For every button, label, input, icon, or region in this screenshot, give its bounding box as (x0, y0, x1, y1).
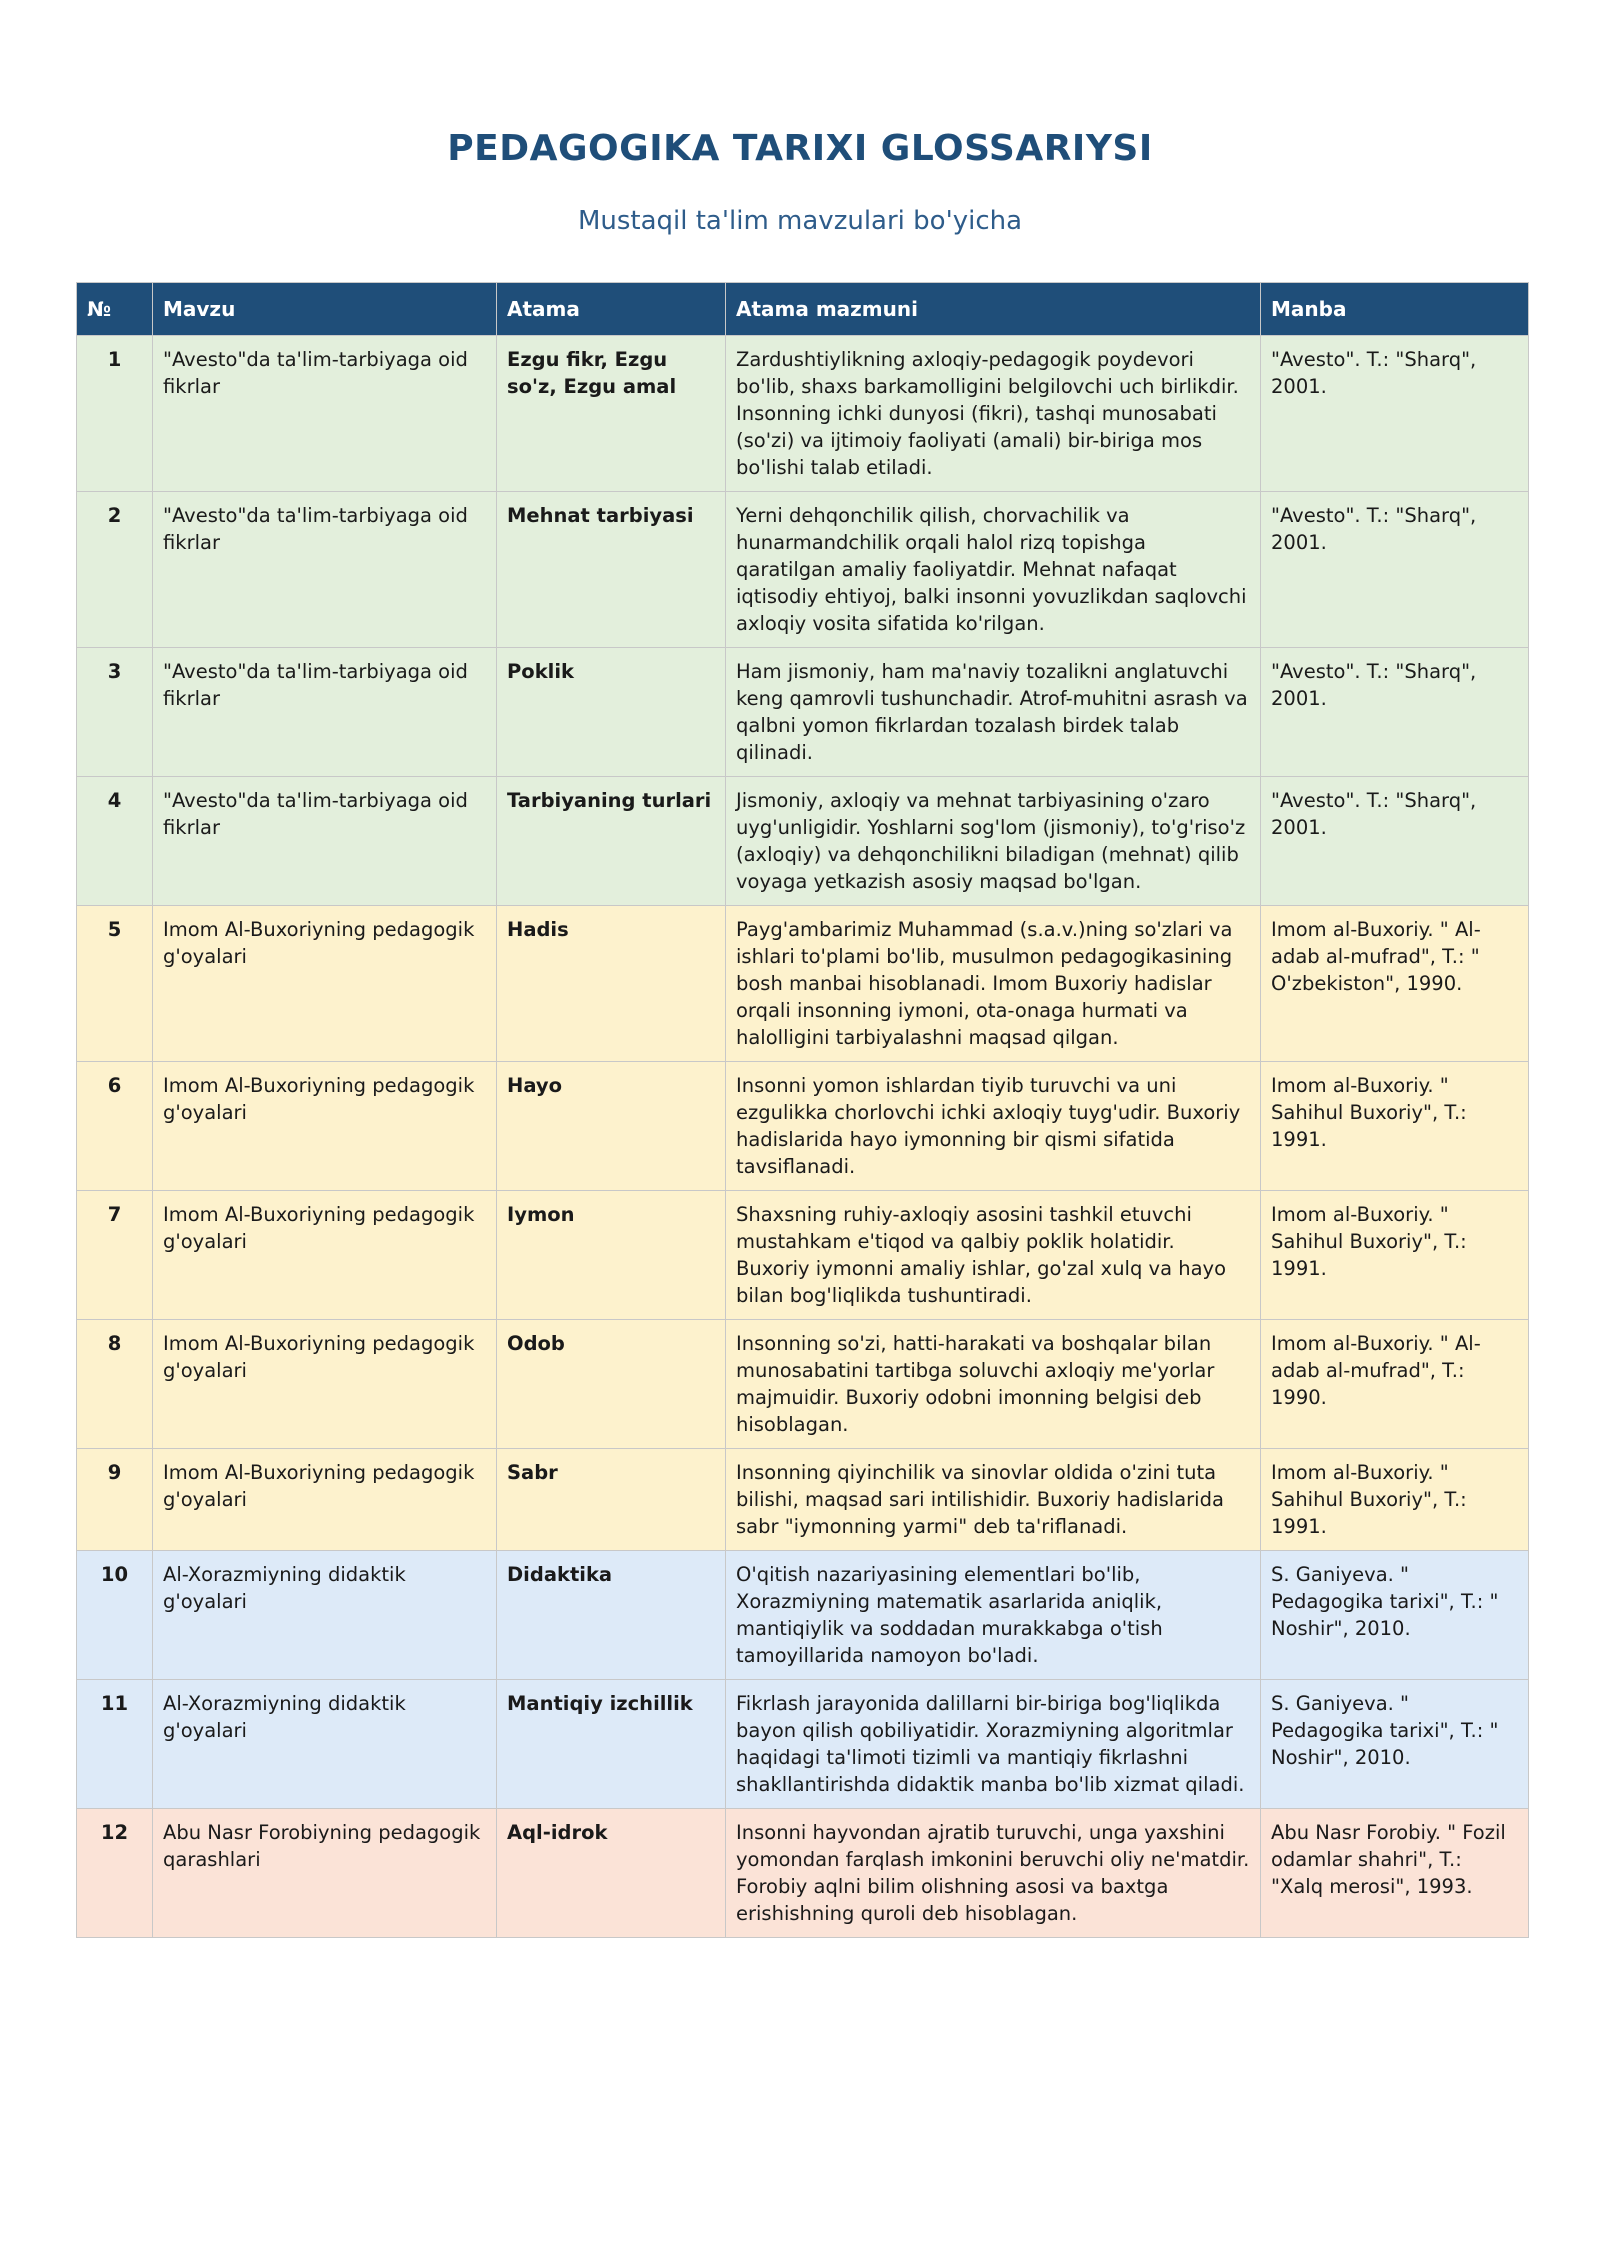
cell-meaning: Jismoniy, axloqiy va mehnat tarbiyasining o'zaro uyg'unligidir. Yoshlarni sog'lom (jismoniy), to'g'riso'z (axloqiy) va dehqonchilikni biladigan (mehnat) qilib voyaga yetkazish asosiy maqsad bo'lgan. (726, 777, 1261, 906)
cell-topic: Al-Xorazmiyning didaktik g'oyalari (153, 1680, 497, 1809)
cell-number: 4 (77, 777, 153, 906)
cell-meaning: Payg'ambarimiz Muhammad (s.a.v.)ning so'zlari va ishlari to'plami bo'lib, musulmon pedagogikasining bosh manbai hisoblanadi. Imom Buxoriy hadislar orqali insonning iymoni, ota-onaga hurmati va halolligini tarbiyalashni maqsad qilgan. (726, 906, 1261, 1062)
cell-number: 3 (77, 648, 153, 777)
table-row (77, 1449, 1529, 1551)
cell-number: 10 (77, 1551, 153, 1680)
cell-term: Mehnat tarbiyasi (497, 492, 726, 648)
cell-number: 1 (77, 336, 153, 492)
cell-source: "Avesto". T.: "Sharq", 2001. (1261, 336, 1529, 492)
cell-topic: "Avesto"da ta'lim-tarbiyaga oid fikrlar (153, 336, 497, 492)
cell-source: Imom al-Buxoriy. " Sahihul Buxoriy", T.: 1991. (1261, 1449, 1529, 1551)
cell-meaning: Insonni hayvondan ajratib turuvchi, unga yaxshini yomondan farqlash imkonini beruvchi oliy ne'matdir. Forobiy aqlni bilim olishning asosi va baxtga erishishning quroli deb hisoblagan. (726, 1809, 1261, 1938)
cell-meaning: O'qitish nazariyasining elementlari bo'lib, Xorazmiyning matematik asarlarida aniqlik, mantiqiylik va soddadan murakkabga o'tish tamoyillarida namoyon bo'ladi. (726, 1551, 1261, 1680)
cell-topic: "Avesto"da ta'lim-tarbiyaga oid fikrlar (153, 648, 497, 777)
cell-topic: Imom Al-Buxoriyning pedagogik g'oyalari (153, 1320, 497, 1449)
cell-topic: Imom Al-Buxoriyning pedagogik g'oyalari (153, 1062, 497, 1191)
cell-source: Imom al-Buxoriy. " Sahihul Buxoriy", T.: 1991. (1261, 1062, 1529, 1191)
cell-source: Imom al-Buxoriy. " Al-adab al-mufrad", T.: 1990. (1261, 1320, 1529, 1449)
cell-source: S. Ganiyeva. " Pedagogika tarixi", T.: " Noshir", 2010. (1261, 1551, 1529, 1680)
cell-topic: Abu Nasr Forobiyning pedagogik qarashlari (153, 1809, 497, 1938)
cell-number: 9 (77, 1449, 153, 1551)
document-title: PEDAGOGIKA TARIXI GLOSSARIYSI (447, 128, 1153, 169)
cell-meaning: Fikrlash jarayonida dalillarni bir-biriga bog'liqlikda bayon qilish qobiliyatidir. Xorazmiyning algoritmlar haqidagi ta'limoti tizimli va mantiqiy fikrlashni shakllantirishda didaktik manba bo'lib xizmat qiladi. (726, 1680, 1261, 1809)
cell-term: Ezgu fikr, Ezgu so'z, Ezgu amal (497, 336, 726, 492)
cell-term: Iymon (497, 1191, 726, 1320)
cell-meaning: Insonni yomon ishlardan tiyib turuvchi va uni ezgulikka chorlovchi ichki axloqiy tuyg'udir. Buxoriy hadislarida hayo iymonning bir qismi sifatida tavsiflanadi. (726, 1062, 1261, 1191)
table-row (77, 777, 1529, 906)
cell-topic: Al-Xorazmiyning didaktik g'oyalari (153, 1551, 497, 1680)
table-row (77, 336, 1529, 492)
table-row (77, 1809, 1529, 1938)
header-term: Atama (497, 283, 726, 336)
cell-meaning: Zardushtiylikning axloqiy-pedagogik poydevori bo'lib, shaxs barkamolligini belgilovchi uch birlikdir. Insonning ichki dunyosi (fikri), tashqi munosabati (so'zi) va ijtimoiy faoliyati (amali) bir-biriga mos bo'lishi talab etiladi. (726, 336, 1261, 492)
cell-number: 7 (77, 1191, 153, 1320)
cell-number: 5 (77, 906, 153, 1062)
cell-term: Hadis (497, 906, 726, 1062)
cell-topic: Imom Al-Buxoriyning pedagogik g'oyalari (153, 906, 497, 1062)
cell-meaning: Yerni dehqonchilik qilish, chorvachilik va hunarmandchilik orqali halol rizq topishga qaratilgan amaliy faoliyatdir. Mehnat nafaqat iqtisodiy ehtiyoj, balki insonni yovuzlikdan saqlovchi axloqiy vosita sifatida ko'rilgan. (726, 492, 1261, 648)
cell-topic: "Avesto"da ta'lim-tarbiyaga oid fikrlar (153, 777, 497, 906)
cell-meaning: Insonning qiyinchilik va sinovlar oldida o'zini tuta bilishi, maqsad sari intilishidir. Buxoriy hadislarida sabr "iymonning yarmi" deb ta'riflanadi. (726, 1449, 1261, 1551)
cell-meaning: Insonning so'zi, hatti-harakati va boshqalar bilan munosabatini tartibga soluvchi axloqiy me'yorlar majmuidir. Buxoriy odobni imonning belgisi deb hisoblagan. (726, 1320, 1261, 1449)
table-row (77, 492, 1529, 648)
cell-term: Sabr (497, 1449, 726, 1551)
cell-number: 12 (77, 1809, 153, 1938)
cell-source: Abu Nasr Forobiy. " Fozil odamlar shahri", T.: "Xalq merosi", 1993. (1261, 1809, 1529, 1938)
table-row (77, 1191, 1529, 1320)
table-header-row (77, 283, 1529, 336)
cell-term: Aql-idrok (497, 1809, 726, 1938)
header-meaning: Atama mazmuni (726, 283, 1261, 336)
cell-topic: Imom Al-Buxoriyning pedagogik g'oyalari (153, 1449, 497, 1551)
cell-source: Imom al-Buxoriy. " Sahihul Buxoriy", T.: 1991. (1261, 1191, 1529, 1320)
table-row (77, 1062, 1529, 1191)
document-subtitle: Mustaqil ta'lim mavzulari bo'yicha (577, 206, 1023, 236)
cell-term: Didaktika (497, 1551, 726, 1680)
cell-term: Mantiqiy izchillik (497, 1680, 726, 1809)
cell-source: "Avesto". T.: "Sharq", 2001. (1261, 777, 1529, 906)
table-row (77, 1320, 1529, 1449)
cell-meaning: Shaxsning ruhiy-axloqiy asosini tashkil etuvchi mustahkam e'tiqod va qalbiy poklik holatidir. Buxoriy iymonni amaliy ishlar, go'zal xulq va hayo bilan bog'liqlikda tushuntiradi. (726, 1191, 1261, 1320)
cell-term: Odob (497, 1320, 726, 1449)
cell-term: Hayo (497, 1062, 726, 1191)
cell-meaning: Ham jismoniy, ham ma'naviy tozalikni anglatuvchi keng qamrovli tushunchadir. Atrof-muhitni asrash va qalbni yomon fikrlardan tozalash birdek talab qilinadi. (726, 648, 1261, 777)
cell-number: 8 (77, 1320, 153, 1449)
header-topic: Mavzu (153, 283, 497, 336)
cell-number: 11 (77, 1680, 153, 1809)
cell-source: S. Ganiyeva. " Pedagogika tarixi", T.: " Noshir", 2010. (1261, 1680, 1529, 1809)
table-row (77, 1551, 1529, 1680)
cell-number: 6 (77, 1062, 153, 1191)
cell-topic: "Avesto"da ta'lim-tarbiyaga oid fikrlar (153, 492, 497, 648)
cell-source: "Avesto". T.: "Sharq", 2001. (1261, 492, 1529, 648)
glossary-table (76, 282, 1529, 1938)
cell-term: Poklik (497, 648, 726, 777)
table-row (77, 906, 1529, 1062)
cell-topic: Imom Al-Buxoriyning pedagogik g'oyalari (153, 1191, 497, 1320)
table-body (77, 336, 1529, 1938)
cell-source: "Avesto". T.: "Sharq", 2001. (1261, 648, 1529, 777)
cell-term: Tarbiyaning turlari (497, 777, 726, 906)
table-row (77, 1680, 1529, 1809)
header-number: № (77, 283, 153, 336)
cell-number: 2 (77, 492, 153, 648)
table-row (77, 648, 1529, 777)
header-source: Manba (1261, 283, 1529, 336)
cell-source: Imom al-Buxoriy. " Al-adab al-mufrad", T.: " O'zbekiston", 1990. (1261, 906, 1529, 1062)
